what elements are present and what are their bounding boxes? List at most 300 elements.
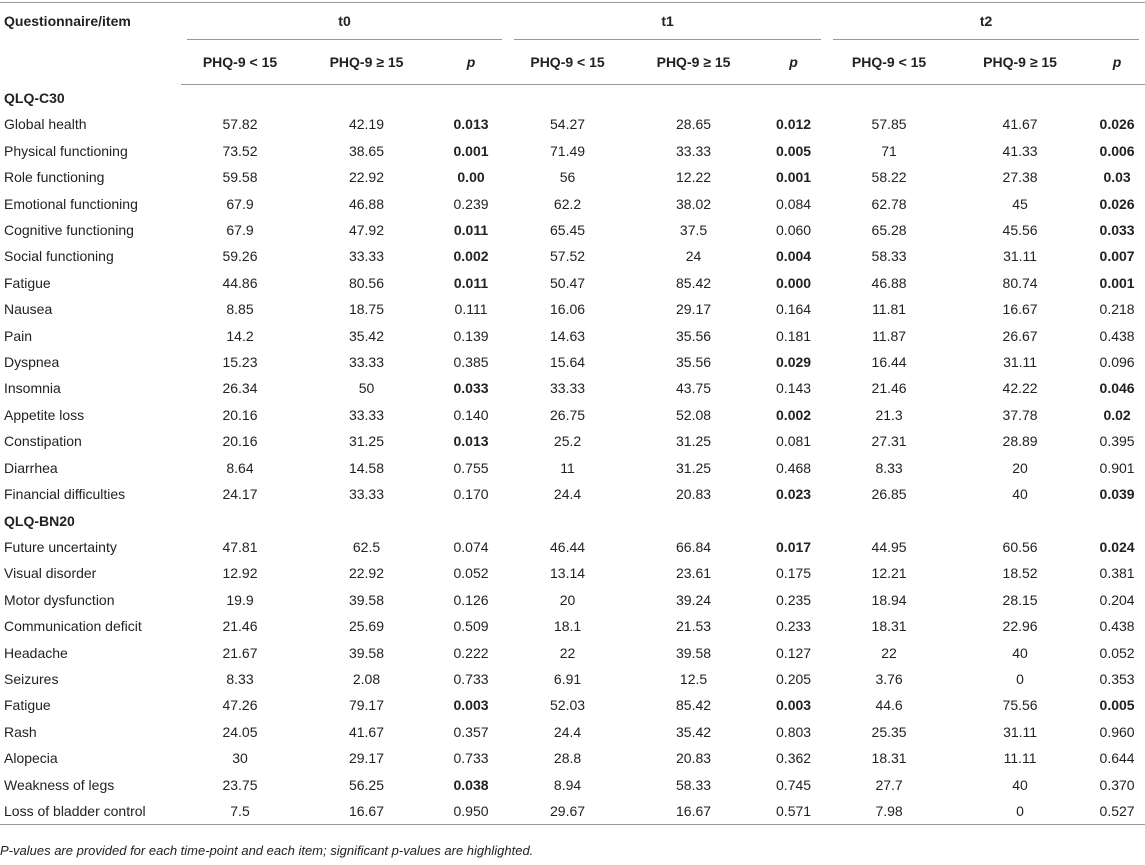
table-row bbox=[0, 798, 1145, 825]
score-cell: 47.26 bbox=[222, 697, 258, 714]
score-cell: 44.86 bbox=[222, 274, 258, 291]
score-cell: 29.67 bbox=[508, 798, 627, 825]
score-cell: 7.98 bbox=[827, 798, 951, 825]
p-value-cell: 0.755 bbox=[453, 459, 489, 476]
p-value-cell: 0.017 bbox=[776, 538, 812, 555]
score-cell: 11.87 bbox=[872, 327, 907, 344]
score-cell: 35.42 bbox=[676, 723, 712, 740]
p-value-cell: 0.901 bbox=[1099, 459, 1135, 476]
item-name: Physical functioning bbox=[4, 142, 128, 159]
p-value-cell: 0.013 bbox=[453, 116, 489, 133]
score-cell: 45 bbox=[1012, 195, 1028, 212]
score-cell: 3.76 bbox=[875, 670, 903, 687]
p-value-cell: 0.026 bbox=[1099, 116, 1135, 133]
p-value-cell: 0.468 bbox=[776, 459, 812, 476]
p-value-cell: 0.733 bbox=[453, 670, 489, 687]
score-cell: 35.56 bbox=[676, 354, 712, 371]
p-value-cell: 0.222 bbox=[453, 644, 489, 661]
p-value-cell: 0.644 bbox=[1099, 750, 1135, 767]
item-name: Visual disorder bbox=[4, 565, 97, 582]
item-name: Loss of bladder control bbox=[0, 798, 181, 825]
header-row-timepoints bbox=[0, 3, 1145, 41]
score-cell: 31.25 bbox=[348, 433, 385, 450]
p-value-cell: 0.013 bbox=[453, 433, 489, 450]
table-row bbox=[0, 111, 1145, 137]
score-cell: 50 bbox=[358, 380, 375, 397]
score-cell: 43.75 bbox=[676, 380, 712, 397]
score-cell: 20 bbox=[559, 591, 576, 608]
table-row bbox=[0, 745, 1145, 771]
p-value-cell: 0.026 bbox=[1099, 195, 1135, 212]
score-cell: 85.42 bbox=[676, 697, 712, 714]
p-value-cell: 0.438 bbox=[1099, 327, 1135, 344]
item-name: Insomnia bbox=[4, 380, 61, 397]
p-value-cell: 0.084 bbox=[776, 195, 812, 212]
score-cell: 8.85 bbox=[226, 301, 254, 318]
score-cell: 22 bbox=[559, 644, 576, 661]
p-value-cell: 0.096 bbox=[1099, 354, 1135, 371]
score-cell: 25.2 bbox=[553, 433, 582, 450]
score-cell: 75.56 bbox=[1002, 697, 1038, 714]
score-cell: 42.22 bbox=[1002, 380, 1038, 397]
p-value-cell: 0.235 bbox=[776, 591, 812, 608]
p-value-cell: 0.803 bbox=[776, 723, 812, 740]
section-row bbox=[0, 508, 1145, 534]
score-cell: 16.44 bbox=[871, 354, 907, 371]
column-header-item: Questionnaire/item bbox=[0, 3, 181, 85]
score-cell: 8.33 bbox=[226, 670, 254, 687]
score-cell: 66.84 bbox=[676, 538, 712, 555]
p-value-cell: 0.170 bbox=[453, 486, 489, 503]
table-row bbox=[0, 243, 1145, 269]
score-cell: 15.64 bbox=[550, 354, 586, 371]
p-value-cell: 0.233 bbox=[776, 618, 812, 635]
score-cell: 33.33 bbox=[550, 380, 586, 397]
score-cell: 24.05 bbox=[222, 723, 258, 740]
score-cell: 44.6 bbox=[875, 697, 903, 714]
p-value-cell: 0.370 bbox=[1099, 776, 1135, 793]
section-row bbox=[0, 85, 1145, 112]
p-value-cell: 0.024 bbox=[1099, 538, 1135, 555]
p-value-cell: 0.02 bbox=[1103, 406, 1131, 423]
item-name: Rash bbox=[4, 723, 37, 740]
p-value-cell: 0.006 bbox=[1099, 142, 1135, 159]
p-value-cell: 0.002 bbox=[776, 406, 812, 423]
table-row bbox=[0, 719, 1145, 745]
score-cell: 24.4 bbox=[553, 486, 582, 503]
score-cell: 59.26 bbox=[222, 248, 258, 265]
score-cell: 14.2 bbox=[226, 327, 254, 344]
score-cell: 38.65 bbox=[348, 142, 385, 159]
item-name: Social functioning bbox=[4, 248, 114, 265]
p-value-cell: 0.011 bbox=[453, 222, 489, 239]
score-cell: 65.28 bbox=[871, 222, 907, 239]
score-cell: 0 bbox=[951, 798, 1089, 825]
score-cell: 12.22 bbox=[676, 169, 712, 186]
p-value-cell: 0.353 bbox=[1099, 670, 1135, 687]
p-value-cell: 0.950 bbox=[434, 798, 508, 825]
score-cell: 62.2 bbox=[553, 195, 582, 212]
table-row bbox=[0, 772, 1145, 798]
score-cell: 35.56 bbox=[676, 327, 712, 344]
table-row bbox=[0, 455, 1145, 481]
score-cell: 85.42 bbox=[676, 274, 712, 291]
p-value-cell: 0.001 bbox=[453, 142, 489, 159]
score-cell: 23.75 bbox=[222, 776, 258, 793]
score-cell: 13.14 bbox=[550, 565, 586, 582]
p-value-cell: 0.571 bbox=[760, 798, 827, 825]
score-cell: 62.5 bbox=[352, 538, 381, 555]
score-cell: 46.88 bbox=[871, 274, 907, 291]
score-cell: 40 bbox=[1012, 776, 1028, 793]
p-value-cell: 0.052 bbox=[453, 565, 489, 582]
item-name: Appetite loss bbox=[4, 406, 85, 423]
score-cell: 30 bbox=[232, 750, 248, 767]
score-cell: 15.23 bbox=[222, 354, 258, 371]
item-name: Future uncertainty bbox=[4, 538, 117, 555]
score-cell: 58.33 bbox=[871, 248, 907, 265]
score-cell: 39.58 bbox=[676, 644, 712, 661]
p-value-cell: 0.003 bbox=[453, 697, 489, 714]
p-value-cell: 0.205 bbox=[776, 670, 812, 687]
score-cell: 18.31 bbox=[871, 618, 907, 635]
score-cell: 33.33 bbox=[348, 406, 385, 423]
score-cell: 41.67 bbox=[348, 723, 385, 740]
p-value-cell: 0.002 bbox=[453, 248, 489, 265]
score-cell: 31.25 bbox=[676, 433, 712, 450]
score-cell: 60.56 bbox=[1002, 538, 1038, 555]
score-cell: 37.78 bbox=[1002, 406, 1038, 423]
score-cell: 31.25 bbox=[676, 459, 712, 476]
table-footnote: P-values are provided for each time-point and each item; significant p-values are highlighted. bbox=[0, 843, 534, 858]
score-cell: 67.9 bbox=[226, 222, 254, 239]
p-value-cell: 0.03 bbox=[1103, 169, 1131, 186]
p-value-cell: 0.127 bbox=[776, 644, 812, 661]
score-cell: 71 bbox=[881, 142, 897, 159]
score-cell: 16.67 bbox=[627, 798, 760, 825]
table-row bbox=[0, 692, 1145, 718]
score-cell: 24.17 bbox=[222, 486, 258, 503]
score-cell: 44.95 bbox=[871, 538, 907, 555]
score-cell: 41.33 bbox=[1002, 142, 1038, 159]
score-cell: 26.34 bbox=[222, 380, 258, 397]
score-cell: 35.42 bbox=[348, 327, 385, 344]
p-value-cell: 0.007 bbox=[1099, 248, 1135, 265]
p-value-cell: 0.140 bbox=[453, 406, 489, 423]
score-cell: 21.53 bbox=[676, 618, 712, 635]
p-value-cell: 0.052 bbox=[1099, 644, 1135, 661]
item-name: Diarrhea bbox=[4, 459, 58, 476]
score-cell: 29.17 bbox=[676, 301, 712, 318]
score-cell: 54.27 bbox=[550, 116, 586, 133]
subheader-phq-low: PHQ-9 < 15 bbox=[508, 40, 627, 85]
item-name: Dyspnea bbox=[4, 354, 60, 371]
p-value-cell: 0.033 bbox=[1099, 222, 1135, 239]
score-cell: 8.64 bbox=[226, 459, 254, 476]
score-cell: 45.56 bbox=[1002, 222, 1038, 239]
timepoint-header-t0 bbox=[181, 3, 508, 41]
table-row bbox=[0, 375, 1145, 401]
subheader-p: p bbox=[760, 40, 827, 85]
score-cell: 12.92 bbox=[222, 565, 258, 582]
score-cell: 16.67 bbox=[1002, 301, 1038, 318]
p-value-cell: 0.218 bbox=[1099, 301, 1135, 318]
table-row bbox=[0, 138, 1145, 164]
subheader-phq-low: PHQ-9 < 15 bbox=[181, 40, 299, 85]
p-value-cell: 0.181 bbox=[776, 327, 812, 344]
score-cell: 24.4 bbox=[553, 723, 582, 740]
score-cell: 16.67 bbox=[299, 798, 434, 825]
p-value-cell: 0.204 bbox=[1099, 591, 1135, 608]
score-cell: 39.58 bbox=[348, 644, 385, 661]
p-value-cell: 0.003 bbox=[776, 697, 812, 714]
item-name: Financial difficulties bbox=[4, 486, 126, 503]
score-cell: 31.11 bbox=[1003, 723, 1038, 740]
subheader-phq-high: PHQ-9 ≥ 15 bbox=[951, 40, 1089, 85]
score-cell: 12.5 bbox=[679, 670, 708, 687]
p-value-cell: 0.139 bbox=[453, 327, 489, 344]
score-cell: 58.22 bbox=[871, 169, 907, 186]
score-cell: 20 bbox=[1012, 459, 1028, 476]
table-row bbox=[0, 560, 1145, 586]
item-name: Cognitive functioning bbox=[4, 222, 134, 239]
score-cell: 21.67 bbox=[222, 644, 258, 661]
subheader-p: p bbox=[434, 40, 508, 85]
score-cell: 12.21 bbox=[871, 565, 907, 582]
score-cell: 19.9 bbox=[226, 591, 254, 608]
score-cell: 67.9 bbox=[226, 195, 254, 212]
table-body bbox=[0, 85, 1145, 825]
score-cell: 26.85 bbox=[871, 486, 907, 503]
p-value-cell: 0.074 bbox=[453, 538, 489, 555]
p-value-cell: 0.023 bbox=[776, 486, 812, 503]
score-cell: 31.11 bbox=[1003, 248, 1038, 265]
score-cell: 37.5 bbox=[679, 222, 708, 239]
section-title: QLQ-C30 bbox=[4, 90, 65, 106]
table-row bbox=[0, 640, 1145, 666]
p-value-cell: 0.005 bbox=[776, 142, 812, 159]
score-cell: 11.11 bbox=[1003, 750, 1037, 767]
score-cell: 31.11 bbox=[1003, 354, 1038, 371]
timepoint-header-t2 bbox=[827, 3, 1145, 41]
table-row bbox=[0, 666, 1145, 692]
score-cell: 47.92 bbox=[348, 222, 385, 239]
score-cell: 14.63 bbox=[550, 327, 586, 344]
item-name: Seizures bbox=[4, 670, 59, 687]
table-row bbox=[0, 587, 1145, 613]
score-cell: 22.92 bbox=[348, 169, 385, 186]
results-table bbox=[0, 2, 1145, 825]
score-cell: 27.7 bbox=[875, 776, 903, 793]
p-value-cell: 0.381 bbox=[1099, 565, 1135, 582]
table-row bbox=[0, 323, 1145, 349]
p-value-cell: 0.111 bbox=[454, 301, 488, 318]
score-cell: 46.88 bbox=[348, 195, 385, 212]
score-cell: 42.19 bbox=[348, 116, 385, 133]
score-cell: 80.74 bbox=[1002, 274, 1038, 291]
table-row bbox=[0, 613, 1145, 639]
timepoint-label: t0 bbox=[187, 3, 502, 40]
score-cell: 14.58 bbox=[348, 459, 385, 476]
p-value-cell: 0.527 bbox=[1089, 798, 1145, 825]
p-value-cell: 0.357 bbox=[453, 723, 489, 740]
table-row bbox=[0, 428, 1145, 454]
score-cell: 18.75 bbox=[348, 301, 385, 318]
score-cell: 7.5 bbox=[181, 798, 299, 825]
table-row bbox=[0, 349, 1145, 375]
score-cell: 18.52 bbox=[1002, 565, 1038, 582]
score-cell: 2.08 bbox=[352, 670, 381, 687]
score-cell: 11.81 bbox=[872, 301, 907, 318]
score-cell: 33.33 bbox=[348, 248, 385, 265]
score-cell: 40 bbox=[1012, 486, 1028, 503]
score-cell: 59.58 bbox=[222, 169, 258, 186]
table-row bbox=[0, 217, 1145, 243]
score-cell: 56 bbox=[559, 169, 576, 186]
table-row bbox=[0, 481, 1145, 507]
score-cell: 28.89 bbox=[1002, 433, 1038, 450]
score-cell: 26.67 bbox=[1002, 327, 1038, 344]
score-cell: 27.38 bbox=[1002, 169, 1038, 186]
p-value-cell: 0.046 bbox=[1099, 380, 1135, 397]
p-value-cell: 0.001 bbox=[1099, 274, 1135, 291]
score-cell: 20.83 bbox=[676, 486, 712, 503]
p-value-cell: 0.395 bbox=[1099, 433, 1135, 450]
score-cell: 39.58 bbox=[348, 591, 385, 608]
score-cell: 21.3 bbox=[875, 406, 903, 423]
item-name: Communication deficit bbox=[4, 618, 142, 635]
score-cell: 18.31 bbox=[871, 750, 907, 767]
timepoint-label: t2 bbox=[833, 3, 1139, 40]
score-cell: 23.61 bbox=[676, 565, 712, 582]
score-cell: 22.96 bbox=[1002, 618, 1038, 635]
score-cell: 8.94 bbox=[553, 776, 582, 793]
score-cell: 20.83 bbox=[676, 750, 712, 767]
score-cell: 57.82 bbox=[222, 116, 258, 133]
p-value-cell: 0.745 bbox=[776, 776, 812, 793]
p-value-cell: 0.385 bbox=[453, 354, 489, 371]
p-value-cell: 0.000 bbox=[776, 274, 812, 291]
score-cell: 79.17 bbox=[348, 697, 385, 714]
score-cell: 56.25 bbox=[348, 776, 385, 793]
score-cell: 25.35 bbox=[871, 723, 907, 740]
item-name: Weakness of legs bbox=[4, 776, 115, 793]
p-value-cell: 0.438 bbox=[1099, 618, 1135, 635]
subheader-phq-high: PHQ-9 ≥ 15 bbox=[299, 40, 434, 85]
score-cell: 18.1 bbox=[553, 618, 582, 635]
score-cell: 47.81 bbox=[222, 538, 258, 555]
score-cell: 18.94 bbox=[871, 591, 907, 608]
p-value-cell: 0.029 bbox=[776, 354, 812, 371]
p-value-cell: 0.362 bbox=[776, 750, 812, 767]
p-value-cell: 0.164 bbox=[776, 301, 812, 318]
score-cell: 41.67 bbox=[1002, 116, 1038, 133]
p-value-cell: 0.239 bbox=[453, 195, 489, 212]
item-name: Role functioning bbox=[4, 169, 105, 186]
score-cell: 25.69 bbox=[348, 618, 385, 635]
score-cell: 27.31 bbox=[871, 433, 907, 450]
p-value-cell: 0.00 bbox=[457, 169, 485, 186]
p-value-cell: 0.509 bbox=[453, 618, 489, 635]
score-cell: 50.47 bbox=[550, 274, 586, 291]
score-cell: 40 bbox=[1012, 644, 1028, 661]
item-name: Constipation bbox=[4, 433, 82, 450]
item-name: Fatigue bbox=[4, 697, 51, 714]
p-value-cell: 0.081 bbox=[776, 433, 812, 450]
score-cell: 16.06 bbox=[550, 301, 586, 318]
subheader-p: p bbox=[1089, 40, 1145, 85]
score-cell: 33.33 bbox=[348, 354, 385, 371]
table-row bbox=[0, 191, 1145, 217]
score-cell: 21.46 bbox=[222, 618, 258, 635]
p-value-cell: 0.033 bbox=[453, 380, 489, 397]
item-name: Nausea bbox=[4, 301, 53, 318]
score-cell: 21.46 bbox=[871, 380, 907, 397]
item-name: Alopecia bbox=[4, 750, 58, 767]
p-value-cell: 0.143 bbox=[776, 380, 812, 397]
p-value-cell: 0.012 bbox=[776, 116, 812, 133]
p-value-cell: 0.005 bbox=[1099, 697, 1135, 714]
item-name: Headache bbox=[4, 644, 68, 661]
score-cell: 6.91 bbox=[553, 670, 582, 687]
score-cell: 22 bbox=[881, 644, 897, 661]
p-value-cell: 0.004 bbox=[776, 248, 812, 265]
p-value-cell: 0.038 bbox=[453, 776, 489, 793]
score-cell: 80.56 bbox=[348, 274, 385, 291]
item-name: Pain bbox=[4, 327, 33, 344]
p-value-cell: 0.011 bbox=[453, 274, 489, 291]
p-value-cell: 0.175 bbox=[776, 565, 812, 582]
score-cell: 73.52 bbox=[222, 142, 258, 159]
score-cell: 28.8 bbox=[553, 750, 582, 767]
subheader-phq-low: PHQ-9 < 15 bbox=[827, 40, 951, 85]
score-cell: 28.65 bbox=[676, 116, 712, 133]
score-cell: 20.16 bbox=[222, 433, 258, 450]
score-cell: 38.02 bbox=[676, 195, 712, 212]
score-cell: 62.78 bbox=[871, 195, 907, 212]
item-name: Emotional functioning bbox=[4, 195, 138, 212]
score-cell: 11 bbox=[560, 459, 575, 476]
p-value-cell: 0.960 bbox=[1099, 723, 1135, 740]
score-cell: 52.03 bbox=[550, 697, 586, 714]
item-name: Global health bbox=[4, 116, 87, 133]
score-cell: 33.33 bbox=[348, 486, 385, 503]
score-cell: 65.45 bbox=[550, 222, 586, 239]
table-row bbox=[0, 402, 1145, 428]
score-cell: 71.49 bbox=[550, 142, 586, 159]
p-value-cell: 0.733 bbox=[453, 750, 489, 767]
table-row bbox=[0, 534, 1145, 560]
p-value-cell: 0.060 bbox=[776, 222, 812, 239]
timepoint-header-t1 bbox=[508, 3, 827, 41]
score-cell: 57.52 bbox=[550, 248, 586, 265]
score-cell: 29.17 bbox=[348, 750, 385, 767]
subheader-phq-high: PHQ-9 ≥ 15 bbox=[627, 40, 760, 85]
item-name: Fatigue bbox=[4, 274, 51, 291]
p-value-cell: 0.039 bbox=[1099, 486, 1135, 503]
score-cell: 22.92 bbox=[348, 565, 385, 582]
table-row bbox=[0, 296, 1145, 322]
score-cell: 0 bbox=[1016, 670, 1024, 687]
score-cell: 8.33 bbox=[875, 459, 903, 476]
score-cell: 24 bbox=[685, 248, 702, 265]
p-value-cell: 0.001 bbox=[776, 169, 812, 186]
score-cell: 46.44 bbox=[550, 538, 586, 555]
score-cell: 57.85 bbox=[871, 116, 907, 133]
item-name: Motor dysfunction bbox=[4, 591, 115, 608]
timepoint-label: t1 bbox=[514, 3, 821, 40]
score-cell: 20.16 bbox=[222, 406, 258, 423]
